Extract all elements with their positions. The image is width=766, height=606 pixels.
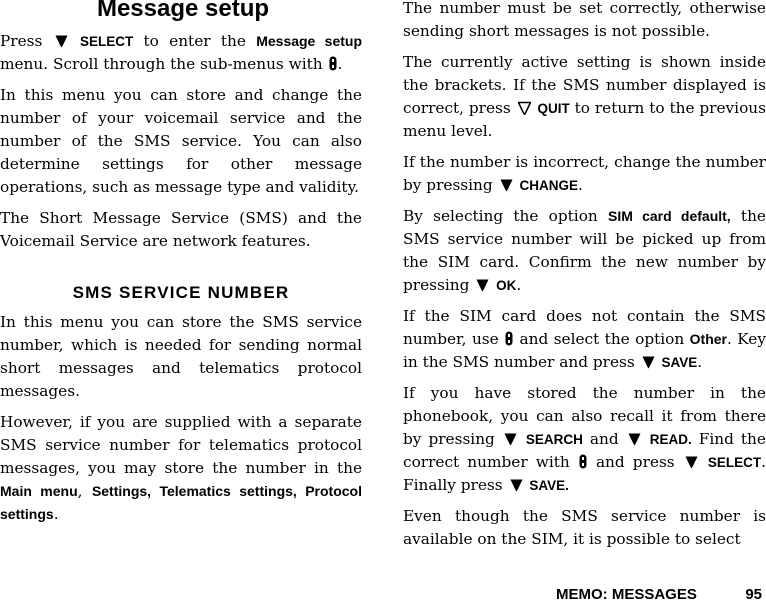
page-number: 95: [745, 586, 762, 603]
page-footer: [556, 586, 766, 606]
right-softkey-icon: [518, 101, 531, 115]
intro-paragraph: Press SELECT to enter the Message setup menu. Scroll through the sub-menus with .: [0, 32, 362, 73]
page-heading: Message setup: [96, 0, 270, 22]
left-softkey-icon: [55, 34, 68, 48]
right-column: [403, 0, 766, 551]
active-setting-paragraph: The currently active setting is shown inside the brackets. If the SMS number displayed is correct, press QUIT to return to the previous menu level.: [403, 53, 766, 140]
scroll-key-icon: [579, 454, 587, 469]
sim-default-paragraph: By selecting the option SIM card default, the SMS service number will be picked up from the SIM card. Confirm the new number by pressing OK.: [403, 207, 766, 294]
sms-number-paragraph: In this menu you can store the SMS service number, which is needed for sending normal short messages and telematics protocol messages.: [0, 313, 362, 400]
section-heading: SMS SERVICE NUMBER: [72, 283, 290, 302]
left-column: [0, 0, 362, 526]
left-softkey-icon: [500, 178, 513, 192]
network-features-paragraph: The Short Message Service (SMS) and the Voicemail Service are network features.: [0, 209, 362, 250]
footer-section-title: MEMO: MESSAGES: [556, 586, 697, 603]
left-softkey-icon: [510, 478, 523, 492]
number-correct-paragraph: The number must be set correctly, otherwise sending short messages is not possible.: [403, 0, 766, 40]
scroll-key-icon: [329, 56, 337, 71]
left-softkey-icon: [685, 455, 698, 469]
left-softkey-icon: [628, 432, 641, 446]
no-sim-number-paragraph: If the SIM card does not contain the SMS number, use and select the option Other. Key in the SMS number and press SAVE.: [403, 307, 766, 371]
sim-select-paragraph: Even though the SMS service number is available on the SIM, it is possible to select: [403, 507, 766, 548]
incorrect-number-paragraph: If the number is incorrect, change the number by pressing CHANGE.: [403, 153, 766, 194]
left-softkey-icon: [642, 355, 655, 369]
phonebook-paragraph: If you have stored the number in the phonebook, you can also recall it from there by pressing SEARCH and READ. Find the correct number with and press SELECT. Finally press SAVE.: [403, 384, 766, 494]
menu-description-paragraph: In this menu you can store and change the number of your voicemail service and the number of the SMS service. You can also determine settings for other message operations, such as message type and validity.: [0, 86, 362, 196]
telematics-paragraph: However, if you are supplied with a separate SMS service number for telematics protocol messages, you may store the number in the Main menu, Settings, Telematics settings, Protocol settings.: [0, 413, 362, 523]
left-softkey-icon: [476, 278, 489, 292]
scroll-key-icon: [505, 331, 513, 346]
left-softkey-icon: [504, 432, 517, 446]
